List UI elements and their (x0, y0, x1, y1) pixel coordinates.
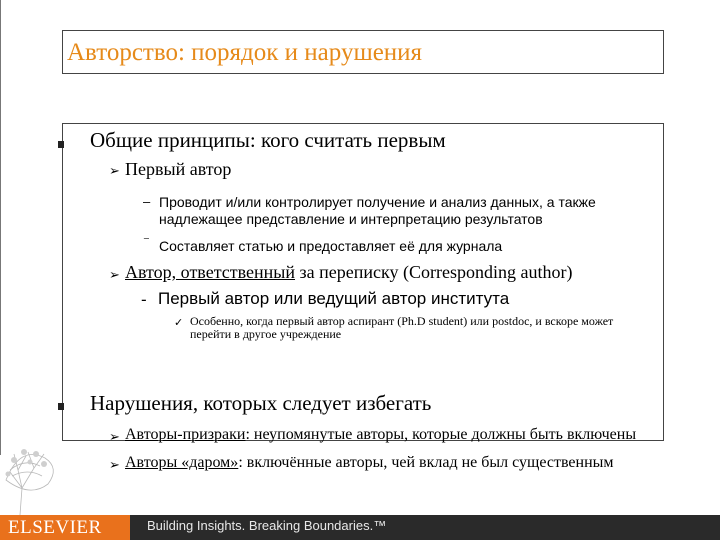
elsevier-wordmark: ELSEVIER (8, 517, 102, 538)
corresponding-note: Особенно, когда первый автор аспирант (Ph.D student) или postdoc, и вскоре может перейти в другое учреждение (190, 314, 614, 341)
dash-icon: – (143, 194, 151, 209)
first-author-item-2: Составляет статью и предоставляет её для журнала (159, 238, 503, 254)
violation-item-2 (125, 454, 614, 472)
dash-icon: - (141, 290, 147, 309)
arrowhead-bullet-icon: ➢ (109, 268, 120, 283)
square-bullet-icon (58, 403, 64, 410)
title-box (62, 30, 664, 74)
section1-heading: Общие принципы: кого считать первым (90, 128, 446, 152)
violation-item-1 (125, 426, 636, 444)
corresponding-author-term: Автор, ответственный (125, 262, 296, 282)
section2-heading: Нарушения, которых следует избегать (90, 391, 432, 415)
slide-title: Авторство: порядок и нарушения (67, 39, 423, 66)
violation-rest-1: : неупомянутые авторы, которые должны быть включены (245, 426, 637, 443)
footer-tagline: Building Insights. Breaking Boundaries.™ (147, 518, 387, 533)
corresponding-author-rest: за переписку (Corresponding author) (295, 262, 573, 282)
violation-term-2: Авторы «даром» (125, 454, 239, 471)
square-bullet-icon (58, 141, 64, 148)
elsevier-tree-emblem (0, 440, 100, 515)
violation-rest-2: : включённые авторы, чей вклад не был существенным (238, 454, 614, 471)
first-author-item-1: Проводит и/или контролирует получение и анализ данных, а также надлежащее представление и интерпретацию результатов (159, 194, 596, 227)
dash-icon: ⁻ (143, 233, 150, 248)
arrowhead-bullet-icon: ➢ (109, 430, 120, 445)
corresponding-author-label (125, 262, 572, 283)
corresponding-sub: Первый автор или ведущий автор института (158, 289, 510, 308)
violation-term-1: Авторы-призраки (125, 426, 246, 443)
checkmark-icon: ✓ (174, 316, 184, 329)
arrowhead-bullet-icon: ➢ (109, 458, 120, 473)
arrowhead-bullet-icon: ➢ (109, 164, 120, 179)
left-rule (0, 0, 1, 455)
elsevier-logo (0, 515, 130, 540)
first-author-label: Первый автор (125, 159, 232, 179)
